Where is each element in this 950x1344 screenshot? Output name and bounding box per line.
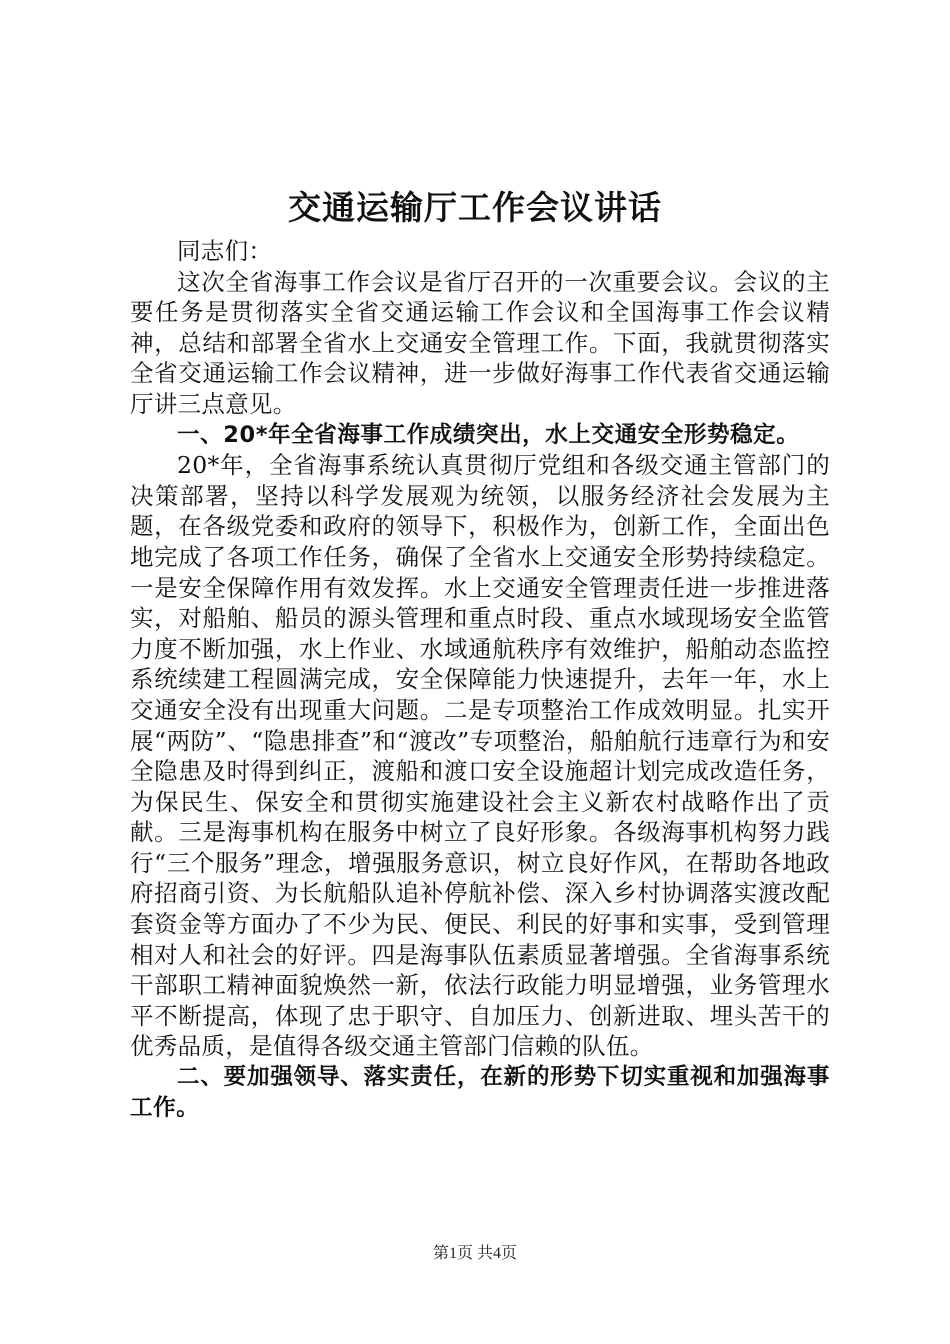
section-heading-two: 二、要加强领导、落实责任，在新的形势下切实重视和加强海事工作。 xyxy=(130,1064,830,1121)
intro-paragraph: 这次全省海事工作会议是省厅召开的一次重要会议。会议的主要任务是贯彻落实全省交通运输工作会议和全国海事工作会议精神，总结和部署全省水上交通安全管理工作。下面，我就贯彻落实全省交通运输工作会议精神，进一步做好海事工作代表省交通运输厅讲三点意见。 xyxy=(130,267,830,418)
section-one-paragraph: 20*年，全省海事系统认真贯彻厅党组和各级交通主管部门的决策部署，坚持以科学发展观为统领，以服务经济社会发展为主题，在各级党委和政府的领导下，积极作为，创新工作，全面出色地完成了各项工作任务，确保了全省水上交通安全形势持续稳定。一是安全保障作用有效发挥。水上交通安全管理责任进一步推进落实，对船舶、船员的源头管理和重点时段、重点水域现场安全监管力度不断加强，水上作业、水域通航秩序有效维护，船舶动态监控系统续建工程圆满完成，安全保障能力快速提升，去年一年，水上交通安全没有出现重大问题。二是专项整治工作成效明显。扎实开展“两防”、“隐患排查”和“渡改”专项整治，船舶航行违章行为和安全隐患及时得到纠正，渡船和渡口安全设施超计划完成改造任务，为保民生、保安全和贯彻实施建设社会主义新农村战略作出了贡献。三是海事机构在服务中树立了良好形象。各级海事机构努力践行“三个服务”理念，增强服务意识，树立良好作风，在帮助各地政府招商引资、为长航船队追补停航补偿、深入乡村协调落实渡改配套资金等方面办了不少为民、便民、利民的好事和实事，受到管理相对人和社会的好评。四是海事队伍素质显著增强。全省海事系统干部职工精神面貌焕然一新，依法行政能力明显增强，业务管理水平不断提高，体现了忠于职守、自加压力、创新进取、埋头苦干的优秀品质，是值得各级交通主管部门信赖的队伍。 xyxy=(130,451,830,1061)
section-heading-one: 一、20*年全省海事工作成绩突出，水上交通安全形势稳定。 xyxy=(177,421,800,448)
document-body xyxy=(130,236,830,1123)
page-number-footer: 第1页 共4页 xyxy=(432,1245,517,1262)
salutation-paragraph: 同志们： xyxy=(177,237,273,265)
document-title: 交通运输厅工作会议讲话 xyxy=(288,188,662,227)
